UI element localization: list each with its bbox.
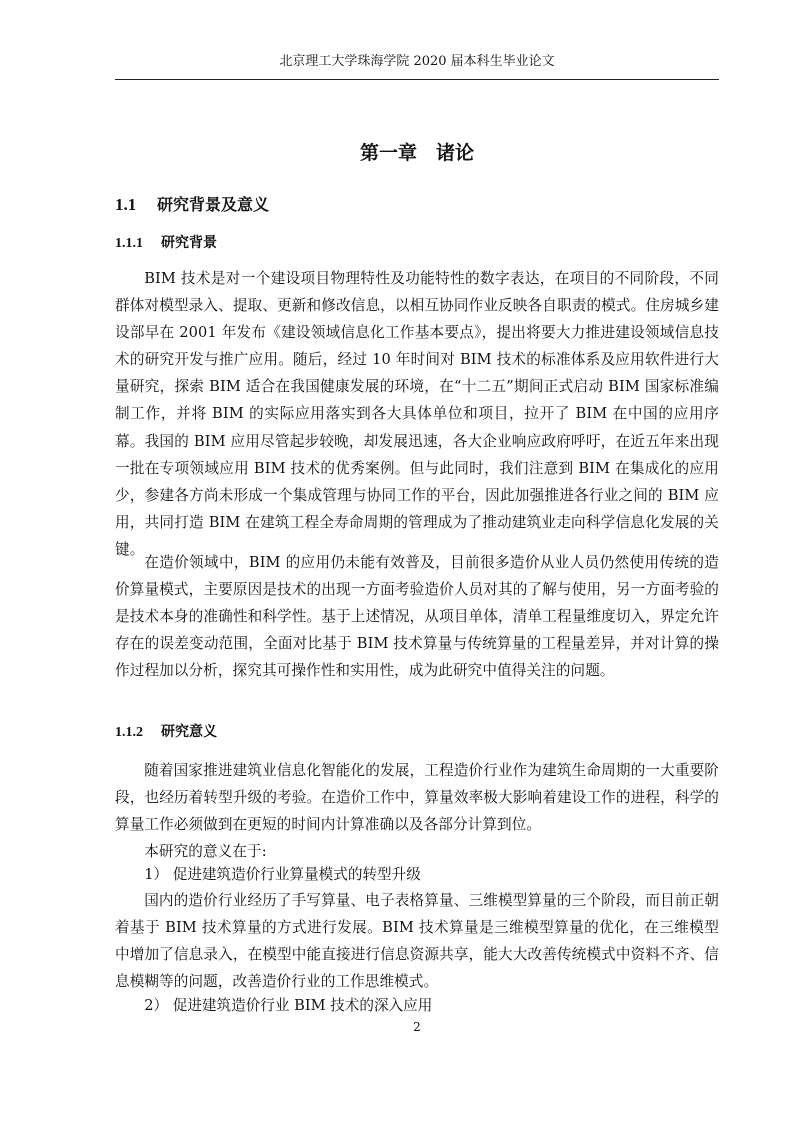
subsection-title: 研究背景 <box>161 235 217 251</box>
list-item-text: 促进建筑造价行业 BIM 技术的深入应用 <box>172 997 433 1014</box>
body-paragraph: 随着国家推进建筑业信息化智能化的发展，工程造价行业作为建筑生命周期的一大重要阶段，也经历着转型升级的考验。在造价工作中，算量效率极大影响着建设工作的进程，科学的算量工作必须做到在更短的时间内计算准确以及各部分计算到位。 <box>115 762 719 834</box>
list-item-text: 促进建筑造价行业算量模式的转型升级 <box>172 866 421 883</box>
list-item-title <box>115 861 719 888</box>
list-item-label: 2） <box>144 997 169 1014</box>
subsection-heading-1-1-2 <box>115 722 217 743</box>
subsection-title: 研究意义 <box>161 724 217 740</box>
subsection-heading-1-1-1 <box>115 233 217 254</box>
body-paragraph: 国内的造价行业经历了手写算量、电子表格算量、三维模型算量的三个阶段，而目前正朝着基于 BIM 技术算量的方式进行发展。BIM 技术算量是三维模型算量的优化，在三维模型中增加了信息录入，在模型中能直接进行信息资源共享，能大大改善传统模式中资料不齐、信息模糊等的问题，改善造价行业的工作思维模式。 <box>115 892 719 991</box>
subsection-number: 1.1.1 <box>115 236 143 251</box>
body-paragraph: 在造价领域中，BIM 的应用仍未能有效普及，目前很多造价从业人员仍然使用传统的造价算量模式，主要原因是技术的出现一方面考验造价人员对其的了解与使用，另一方面考验的是技术本身的准确性和科学性。基于上述情况，从项目单体，清单工程量维度切入，界定允许存在的误差变动范围，全面对比基于 BIM 技术算量与传统算量的工程量差异，并对计算的操作过程加以分析，探究其可操作性和实用性，成为此研究中值得关注的问题。 <box>115 554 719 680</box>
body-paragraph: 本研究的意义在于: <box>144 843 267 860</box>
section-title: 研究背景及意义 <box>157 195 270 214</box>
section-heading-1-1 <box>115 194 269 216</box>
section-number: 1.1 <box>115 195 137 214</box>
running-header: 北京理工大学珠海学院 2020 届本科生毕业论文 <box>279 54 555 69</box>
page-number: 2 <box>413 1020 421 1034</box>
header-rule <box>115 79 719 80</box>
chapter-title: 第一章 诸论 <box>359 142 474 164</box>
body-paragraph: BIM 技术是对一个建设项目物理特性及功能特性的数字表达，在项目的不同阶段，不同群体对模型录入、提取、更新和修改信息，以相互协同作业反映各自职责的模式。住房城乡建设部早在 2001 年发布《建设领域信息化工作基本要点》，提出将要大力推进建设领域信息技术的研究开发与推广应用。随后，经过 10 年时间对 BIM 技术的标准体系及应用软件进行大量研究，探索 BIM 适合在我国健康发展的环境，在“十二五”期间正式启动 BIM 国家标准编制工作，并将 BIM 的实际应用落实到各大具体单位和项目，拉开了 BIM 在中国的应用序幕。我国的 BIM 应用尽管起步较晚，却发展迅速，各大企业响应政府呼吁，在近五年来出现一批在专项领域应用 BIM 技术的优秀案例。但与此同时，我们注意到 BIM 在集成化的应用少，参建各方尚未形成一个集成管理与协同工作的平台，因此加强推进各行业之间的 BIM 应用，共同打造 BIM 在建筑工程全寿命周期的管理成为了推动建筑业走向科学信息化发展的关键。 <box>115 270 719 558</box>
list-item-label: 1） <box>144 866 169 883</box>
subsection-number: 1.1.2 <box>115 725 143 740</box>
list-item-title <box>115 992 719 1019</box>
